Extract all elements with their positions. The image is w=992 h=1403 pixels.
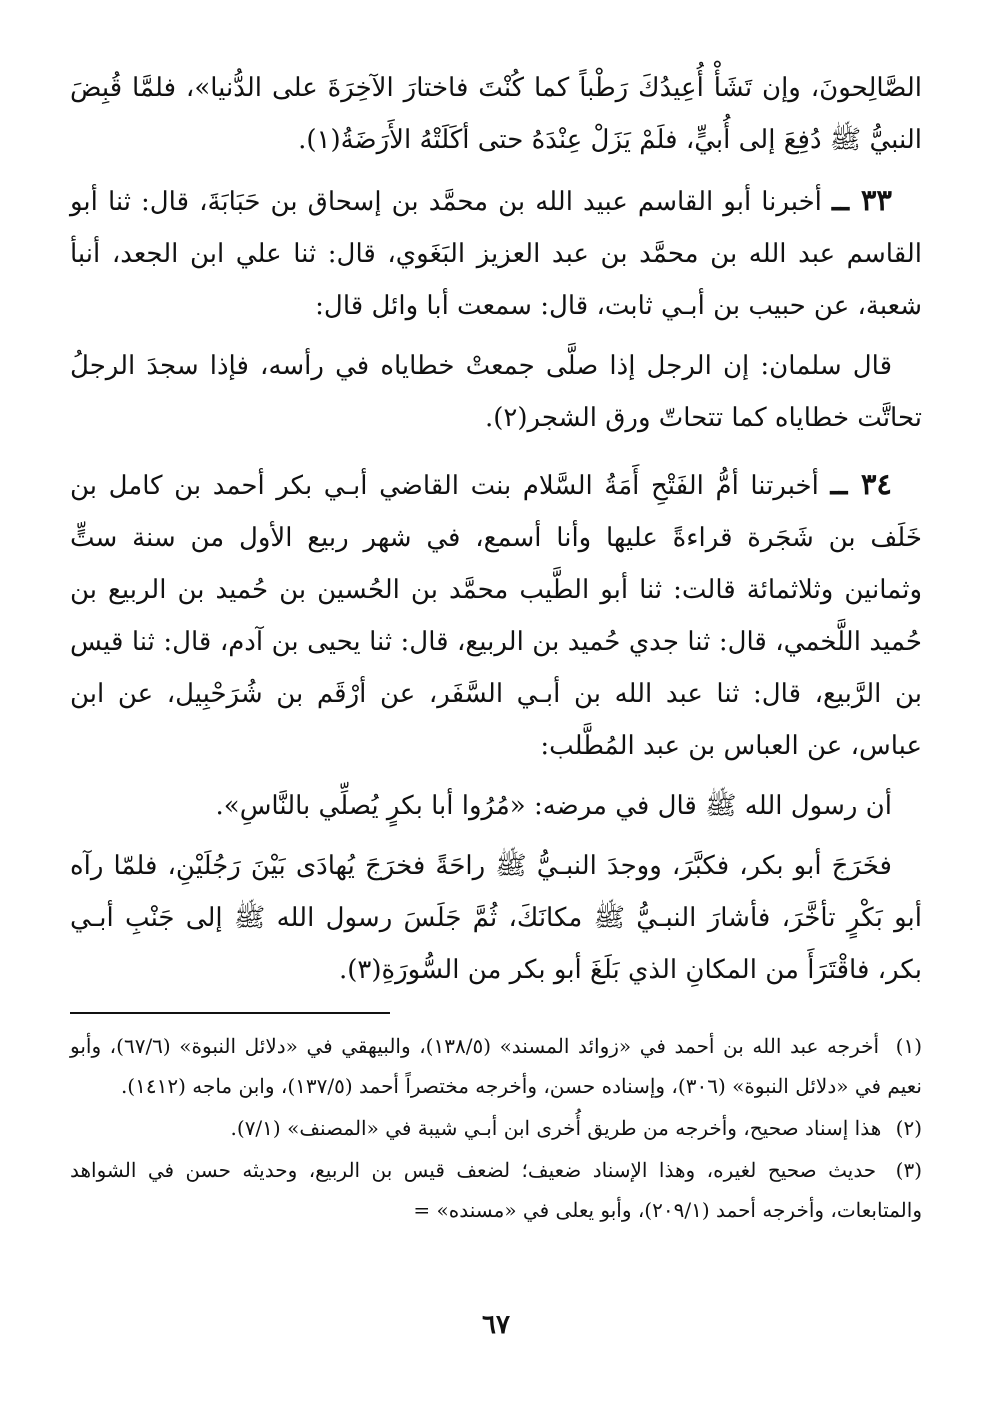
footnote-separator bbox=[70, 1012, 390, 1014]
footnote-number: (٢) bbox=[895, 1116, 922, 1140]
hadith-34-matn-2: فخَرَجَ أبو بكر، فكبَّرَ، ووجدَ النبـيُّ ﷺ راحَةً فخرَجَ يُهادَى بَيْنَ رَجُلَيْنِ، فلمّا رآه أبو بَكْرٍ تأخَّرَ، فأشارَ النبـيُّ ﷺ مكانَكَ، ثُمَّ جَلَسَ رسول الله ﷺ إلى جَنْبِ أبـي بكر، فاقْتَرَأَ من المكانِ الذي بَلَغَ أبو بكر من السُّورَةِ(٣). bbox=[70, 851, 922, 985]
footnote-text: هذا إسناد صحيح، وأخرجه من طريق أُخرى ابن أبـي شيبة في «المصنف» (٧/١). bbox=[230, 1116, 882, 1140]
page-number: ٦٧ bbox=[482, 1310, 510, 1340]
paragraph-continuation: الصَّالِحونَ، وإن تَشَأْ أُعِيدُكَ رَطْباً كما كُنْتَ فاختارَ الآخِرَةَ على الدُّنيا»، فلمَّا قُبِضَ النبيُّ ﷺ دُفِعَ إلى أُبيٍّ، فلَمْ يَزَلْ عِنْدَهُ حتى أكَلَتْهُ الأَرَضَةُ(١). bbox=[70, 73, 922, 155]
hadith-number-34: ٣٤ ــ bbox=[830, 467, 892, 501]
main-text bbox=[70, 62, 922, 1010]
footnote-text: أخرجه عبد الله بن أحمد في «زوائد المسند» (١٣٨/٥)، والبيهقي في «دلائل النبوة» (٦٧/٦)، وأبو نعيم في «دلائل النبوة» (٣٠٦)، وإسناده حسن، وأخرجه مختصراً أحمد (١٣٧/٥)، وابن ماجه (١٤١٢). bbox=[70, 1034, 922, 1098]
hadith-34-isnad bbox=[70, 458, 922, 772]
footnotes bbox=[70, 1026, 922, 1232]
hadith-34-matn-1: أن رسول الله ﷺ قال في مرضه: «مُرُوا أبا بكرٍ يُصلِّي بالنَّاسِ». bbox=[215, 791, 892, 821]
footnote-number: (٣) bbox=[895, 1158, 923, 1182]
hadith-number-33: ٣٣ ــ bbox=[831, 183, 893, 217]
hadith-33-isnad-text: أخبرنا أبو القاسم عبيد الله بن محمَّد بن إسحاق بن حَبَابَةَ، قال: ثنا أبو القاسم عبد الله بن محمَّد بن عبد العزيز البَغَوي، قال: ثنا علي ابن الجعد، أنبأ شعبة، عن حبيب بن أبـي ثابت، قال: سمعت أبا وائل قال: bbox=[70, 187, 922, 321]
hadith-33-isnad bbox=[70, 174, 922, 332]
hadith-33-matn: قال سلمان: إن الرجل إذا صلَّى جمعتْ خطاياه في رأسه، فإذا سجدَ الرجلُ تحاتَّت خطاياه كما تتحاتّ ورق الشجر(٢). bbox=[70, 351, 922, 433]
footnote-3 bbox=[70, 1150, 922, 1230]
hadith-34-isnad-text: أخبرتنا أمُّ الفَتْحِ أَمَةُ السَّلام بنت القاضي أبـي بكر أحمد بن كامل بن خَلَف بن شَجَرة قراءةً عليها وأنا أسمع، في شهر ربيع الأول من سنة ستٍّ وثمانين وثلاثمائة قالت: ثنا أبو الطَّيب محمَّد بن الحُسين بن حُميد بن الربيع بن حُميد اللَّخمي، قال: ثنا جدي حُميد بن الربيع، قال: ثنا يحيى بن آدم، قال: ثنا قيس بن الرَّبيع، قال: ثنا عبد الله بن أبـي السَّفَر، عن أرْقَم بن شُرَحْبِيل، عن ابن عباس، عن العباس بن عبد المُطَّلب: bbox=[70, 471, 922, 761]
footnote-number: (١) bbox=[895, 1034, 923, 1058]
footnote-1 bbox=[70, 1026, 922, 1106]
footnote-text: حديث صحيح لغيره، وهذا الإسناد ضعيف؛ لضعف قيس بن الربيع، وحديثه حسن في الشواهد والمتابعات، وأخرجه أحمد (٢٠٩/١)، وأبو يعلى في «مسنده» = bbox=[70, 1158, 922, 1222]
footnote-2 bbox=[70, 1108, 922, 1148]
